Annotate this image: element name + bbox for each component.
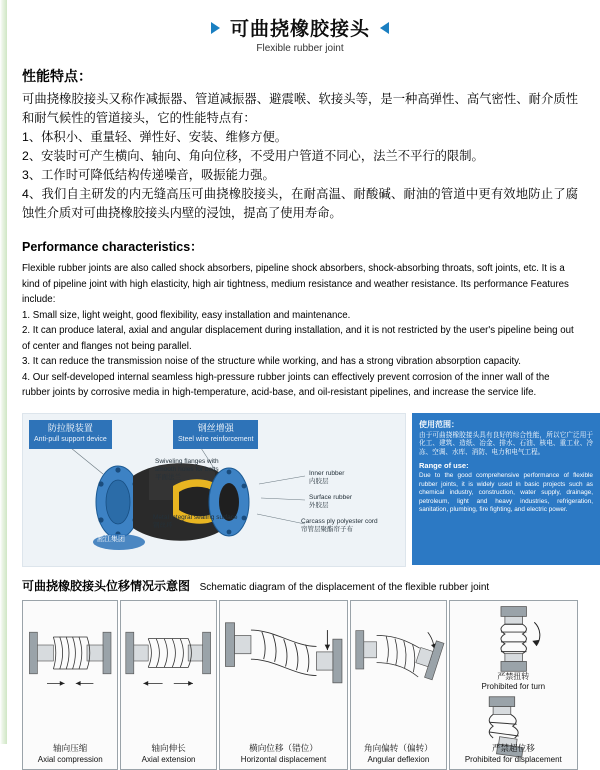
callout-carcass-ply-en: Carcass ply polyester cord bbox=[301, 517, 378, 525]
caption-prohibited-turn-en: Prohibited for turn bbox=[481, 681, 546, 691]
caption-axial-compression-en: Axial compression bbox=[37, 754, 103, 764]
callout-swivel-flange-line1: Swiveling flanges with bbox=[155, 457, 219, 465]
caption-horizontal-cn: 横向位移（错位） bbox=[249, 742, 318, 753]
callout-carcass-ply-cn: 帘管层聚酯帘子布 bbox=[301, 525, 353, 533]
displacement-diagram-grid bbox=[22, 600, 578, 770]
english-paragraph: Flexible rubber joints are also called shock absorbers, pipeline shock absorbers, shock-absorbing throats, soft joints, etc. It is a kind of pipeline joint with high elasticity, high air tightness, medium resistance and weather resistance. Its performance Features include: bbox=[22, 263, 569, 305]
label-anti-pull-device bbox=[29, 420, 112, 449]
english-paragraph: 1. Small size, light weight, good flexibility, easy installation and maintenance. bbox=[22, 309, 351, 321]
caption-axial-extension-cn: 轴向伸长 bbox=[151, 742, 186, 753]
chinese-paragraph: 3、工作时可降低结构传递噪音，吸振能力强。 bbox=[22, 168, 275, 182]
angular-deflexion-illustration bbox=[351, 601, 445, 721]
callout-surface-rubber-cn: 外胶层 bbox=[309, 501, 329, 509]
axial-compression-illustration bbox=[23, 601, 117, 721]
english-paragraph: 2. It can produce lateral, axial and angular displacement during installation, and it is not restricted by the user's pipeline being out of center and flanges not being parallel. bbox=[22, 325, 574, 352]
callout-swivel-flange bbox=[155, 458, 219, 482]
caption-horizontal-en: Horizontal displacement bbox=[240, 754, 327, 764]
label-steel-wire bbox=[173, 420, 258, 449]
callout-swivel-flange-line2: smooth holes for bolts bbox=[155, 465, 219, 473]
brand-logo-text bbox=[97, 536, 125, 544]
page-edge-decoration-inner bbox=[7, 0, 10, 744]
label-steel-wire-en: Steel wire reinforcement bbox=[178, 435, 254, 443]
chinese-heading: 性能特点： bbox=[22, 68, 92, 84]
chinese-section bbox=[22, 66, 578, 223]
displacement-title-cn: 可曲挠橡胶接头位移情况示意图 bbox=[22, 578, 191, 593]
caption-prohibited-displacement-cn: 严禁超位移 bbox=[491, 742, 535, 753]
label-steel-wire-cn: 钢丝增强 bbox=[197, 422, 234, 433]
axial-extension-illustration bbox=[121, 601, 215, 721]
usage-range-title-cn: 使用范围： bbox=[419, 419, 459, 429]
caption-axial-compression-cn: 轴向压缩 bbox=[53, 742, 88, 753]
caption-angular-deflexion bbox=[351, 743, 445, 765]
callout-surface-rubber bbox=[309, 494, 352, 510]
title-english: Flexible rubber joint bbox=[256, 43, 344, 54]
english-paragraph: 4. Our self-developed internal seamless high-pressure rubber joints can effectively prevent corrosion of the inner wall of the rubber joints by corrosive media in high-temperature, acid-base, and oil-resistant pipelines, and increase the service life. bbox=[22, 371, 550, 398]
title-chinese: 可曲挠橡胶接头 bbox=[229, 19, 370, 40]
english-heading: Performance characteristics： bbox=[22, 240, 203, 254]
english-paragraph: 3. It can reduce the transmission noise of the structure while working, and has a strong vibration absorption capacity. bbox=[22, 356, 521, 367]
callout-inner-rubber-en: Inner rubber bbox=[309, 469, 345, 477]
product-diagram bbox=[22, 413, 406, 567]
english-section bbox=[22, 237, 578, 401]
triangle-left-marker-icon bbox=[211, 22, 220, 34]
caption-horizontal-displacement bbox=[220, 743, 347, 765]
caption-axial-extension bbox=[121, 743, 215, 765]
page-title bbox=[0, 0, 600, 54]
callout-swivel-flange-cn: 平面法兰 bbox=[155, 473, 181, 481]
displacement-title-en: Schematic diagram of the displacement of the flexible rubber joint bbox=[199, 581, 490, 593]
caption-axial-extension-en: Axial extension bbox=[141, 754, 196, 764]
caption-angular-en: Angular deflexion bbox=[367, 754, 430, 764]
triangle-right-marker-icon bbox=[380, 22, 389, 34]
label-anti-pull-cn: 防拉脱装置 bbox=[47, 422, 93, 433]
displacement-cell-prohibited bbox=[449, 600, 578, 770]
displacement-cell-horizontal bbox=[219, 600, 348, 770]
usage-range-body-en: Due to the good comprehensive performance of flexible rubber joints, it is widely used in basic projects such as chemical industry, construction, water supply, drainage, petroleum, light and heavy industries, refrigeration, sanitation, plumbing, fire fighting, and electric power. bbox=[419, 472, 593, 513]
brand-name: 淞江集团 bbox=[97, 535, 125, 543]
caption-prohibited-turn bbox=[450, 671, 577, 691]
label-anti-pull-en: Anti-pull support device bbox=[34, 435, 107, 443]
page-edge-decoration bbox=[0, 0, 7, 744]
callout-metal-sealing bbox=[153, 514, 238, 530]
title-row bbox=[0, 14, 600, 41]
caption-angular-cn: 角向偏转（偏转） bbox=[364, 742, 433, 753]
caption-prohibited-displacement-en: Prohibited for displacement bbox=[464, 754, 562, 764]
displacement-cell-axial-compression bbox=[22, 600, 118, 770]
caption-prohibited-turn-cn: 严禁扭转 bbox=[497, 671, 530, 681]
callout-surface-rubber-en: Surface rubber bbox=[309, 493, 352, 501]
chinese-paragraph: 1、体积小、重量轻、弹性好、安装、维修方便。 bbox=[22, 130, 288, 144]
chinese-paragraph: 2、安装时可产生横向、轴向、角向位移，不受用户管道不同心，法兰不平行的限制。 bbox=[22, 149, 484, 163]
chinese-paragraph: 4、我们自主研发的内无缝高压可曲挠橡胶接头，在耐高温、耐酸碱、耐油的管道中更有效地防止了腐蚀性介质对可曲挠橡胶接头内壁的浸蚀，提高了使用寿命。 bbox=[22, 187, 578, 220]
displacement-section-title bbox=[22, 577, 578, 594]
product-figure-area bbox=[22, 413, 593, 565]
caption-axial-compression bbox=[23, 743, 117, 765]
displacement-cell-angular bbox=[350, 600, 446, 770]
callout-metal-sealing-en: Metal integral sealing surface bbox=[153, 513, 238, 521]
callout-metal-sealing-cn: 钢丝环 bbox=[153, 521, 173, 529]
chinese-paragraph: 可曲挠橡胶接头又称作减振器、管道减振器、避震喉、软接头等，是一种高弹性、高气密性、耐介质性和耐气候性的管道接头，它的性能特点有： bbox=[22, 92, 578, 125]
callout-inner-rubber bbox=[309, 470, 344, 486]
usage-range-title-en: Range of use: bbox=[419, 461, 469, 471]
usage-range-body-cn: 由于可曲挠橡胶接头具有良好的综合性能，所以它广泛用于化工、建筑、造纸、冶金、排水、石油、核电、重工业、冷冻、空调、水库、消防、电力和电气工程。 bbox=[419, 431, 593, 456]
callout-inner-rubber-cn: 内胶层 bbox=[309, 477, 329, 485]
horizontal-displacement-illustration bbox=[220, 601, 347, 721]
callout-carcass-ply bbox=[301, 518, 378, 534]
displacement-cell-axial-extension bbox=[120, 600, 216, 770]
usage-range-panel bbox=[412, 413, 600, 565]
caption-prohibited-displacement bbox=[450, 743, 577, 765]
